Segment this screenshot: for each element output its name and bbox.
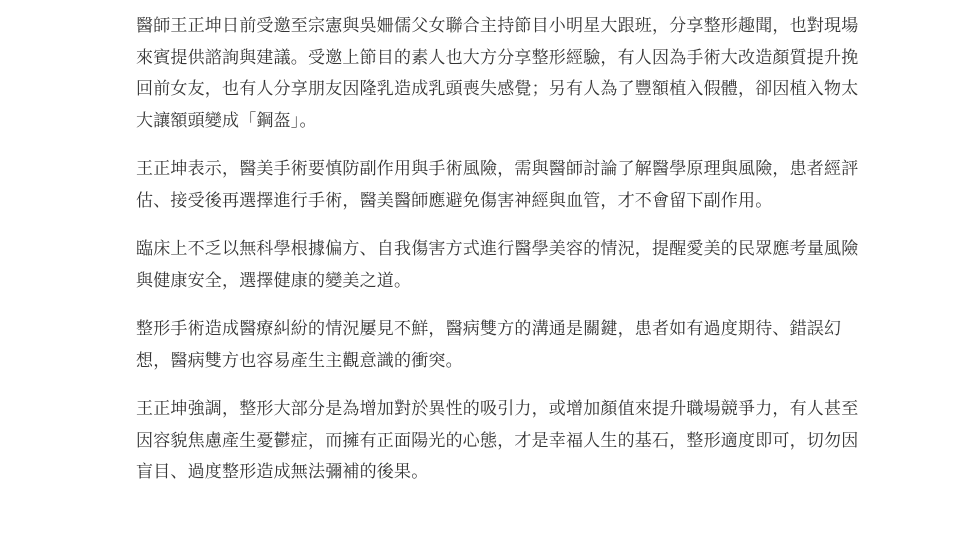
article-paragraph: 王正坤強調，整形大部分是為增加對於異性的吸引力，或增加顏值來提升職場競爭力，有人甚至因容貌焦慮產生憂鬱症，而擁有正面陽光的心態，才是幸福人生的基石，整形適度即可，切勿因盲目、過度整形造成無法彌補的後果。 (136, 399, 859, 482)
article-paragraph: 整形手術造成醫療糾紛的情況屢見不鮮，醫病雙方的溝通是關鍵，患者如有過度期待、錯誤幻想，醫病雙方也容易產生主觀意識的衝突。 (136, 319, 842, 371)
article-paragraph: 醫師王正坤日前受邀至宗憲與吳姍儒父女聯合主持節目小明星大跟班，分享整形趣聞，也對現場來賓提供諮詢與建議。受邀上節目的素人也大方分享整形經驗，有人因為手術大改造顏質提升挽回前女友，也有人分享朋友因隆乳造成乳頭喪失感覺；另有人為了豐額植入假體，卻因植入物太大讓額頭變成「鋼盔」。 (136, 16, 859, 131)
article-paragraph: 王正坤表示，醫美手術要慎防副作用與手術風險，需與醫師討論了解醫學原理與風險，患者經評估、接受後再選擇進行手術，醫美醫師應避免傷害神經與血管，才不會留下副作用。 (136, 159, 859, 211)
article-body (136, 11, 862, 489)
article-paragraph: 臨床上不乏以無科學根據偏方、自我傷害方式進行醫學美容的情況，提醒愛美的民眾應考量風險與健康安全，選擇健康的變美之道。 (136, 239, 859, 291)
